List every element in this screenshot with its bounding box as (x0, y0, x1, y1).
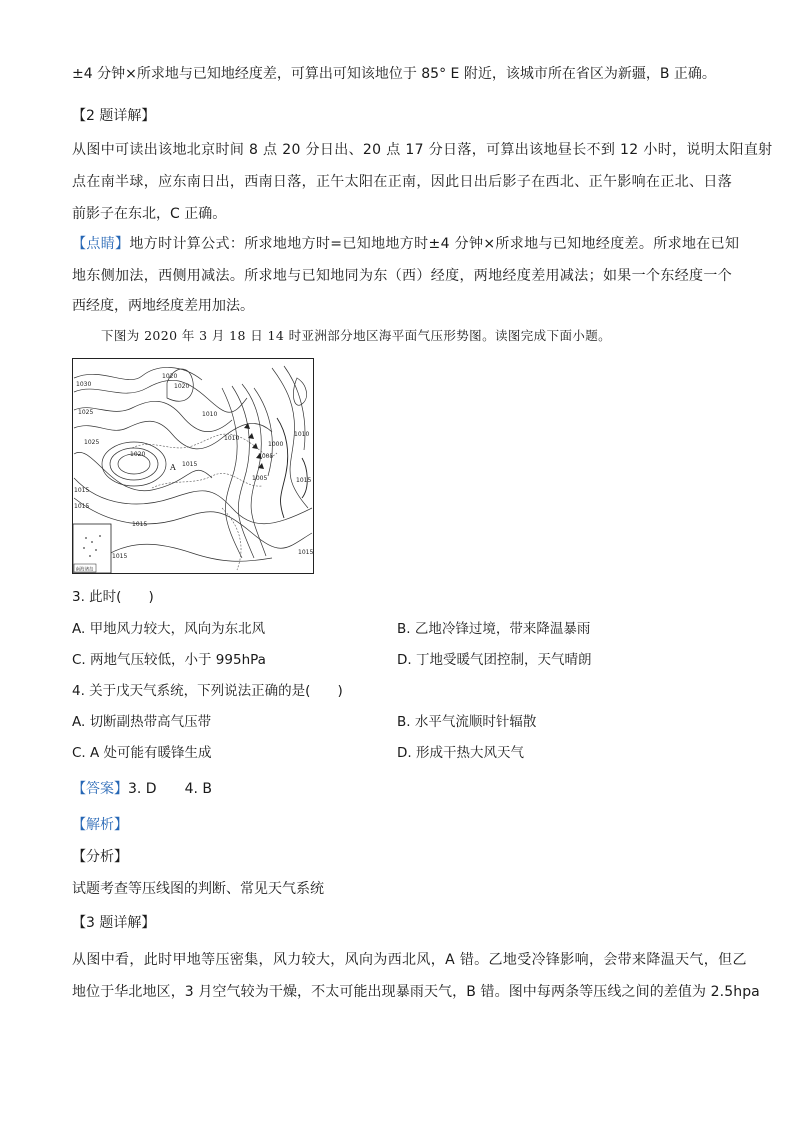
paragraph-line: 地东侧加法，西侧用减法。所求地与已知地同为东（西）经度，两地经度差用减法；如果一个东经度一个 (72, 268, 733, 284)
isobar-label: 1015 (112, 553, 128, 560)
paragraph-line: 试题考查等压线图的判断、常见天气系统 (72, 881, 324, 897)
paragraph-line: 点在南半球，应东南日出，西南日落，正午太阳在正南，因此日出后影子在西北、正午影响在正北、日落 (72, 174, 733, 190)
isobar-label: 1010 (294, 431, 310, 438)
analysis-subheading: 【分析】 (72, 849, 128, 865)
isobar-label: 1015 (74, 503, 90, 510)
isobar-label: 1015 (74, 487, 90, 494)
answer-line (72, 779, 212, 799)
q3-option-b: B. 乙地冷锋过境，带来降温暴雨 (397, 621, 591, 637)
isobar-label: 1020 (162, 373, 178, 380)
paragraph-line: 西经度，两地经度差用加法。 (72, 298, 254, 314)
answer-label: 【答案】 (72, 781, 128, 797)
point-a-label: A (170, 463, 176, 472)
isobar-label: 1025 (84, 439, 100, 446)
tip-label: 【点睛】 (72, 236, 130, 252)
isobar-label: 1005 (252, 475, 268, 482)
isobar-label: 1020 (174, 383, 190, 390)
q3-option-a: A. 甲地风力较大，风向为东北风 (72, 621, 266, 637)
isobar-label: 1010 (224, 435, 240, 442)
paragraph-line: 前影子在东北，C 正确。 (72, 206, 227, 222)
q4-option-a: A. 切断副热带高气压带 (72, 714, 212, 730)
paragraph-line: 从图中可读出该地北京时间 8 点 20 分日出、20 点 17 分日落，可算出该地昼长不到 12 小时，说明太阳直射 (72, 142, 773, 158)
section-heading: 【2 题详解】 (72, 108, 156, 124)
isobar-label: 1000 (268, 441, 284, 448)
isobar-label: 1010 (202, 411, 218, 418)
isobar-label: 1005 (258, 453, 274, 460)
question-4-stem: 4. 关于戊天气系统，下列说法正确的是( ) (72, 683, 343, 699)
tip-paragraph-line (72, 234, 739, 254)
isobar-label: 1015 (182, 461, 198, 468)
analysis-heading: 【解析】 (72, 817, 128, 833)
q3-option-d: D. 丁地受暖气团控制，天气晴朗 (397, 652, 592, 668)
inset-label: 南海诸岛 (75, 567, 94, 573)
question-3-stem: 3. 此时( ) (72, 589, 154, 605)
paragraph-line: ±4 分钟×所求地与已知地经度差，可算出可知该地位于 85° E 附近，该城市所在省区为新疆，B 正确。 (72, 66, 716, 82)
isobar-label: 1015 (298, 549, 314, 556)
q4-option-d: D. 形成干热大风天气 (397, 745, 524, 761)
isobar-label: 1015 (132, 521, 148, 528)
section-heading: 【3 题详解】 (72, 915, 156, 931)
paragraph-line: 从图中看，此时甲地等压密集，风力较大，风向为西北风，A 错。乙地受冷锋影响，会带来降温天气，但乙 (72, 952, 747, 968)
q3-option-c: C. 两地气压较低，小于 995hPa (72, 652, 266, 668)
answer-text: 3. D 4. B (128, 781, 212, 797)
pressure-map (72, 358, 314, 574)
isobar-label: 1020 (130, 451, 146, 458)
tip-text: 地方时计算公式：所求地地方时=已知地地方时±4 分钟×所求地与已知地经度差。所求地在已知 (129, 236, 740, 252)
q4-option-b: B. 水平气流顺时针辐散 (397, 714, 537, 730)
paragraph-line: 地位于华北地区，3 月空气较为干燥，不太可能出现暴雨天气，B 错。图中每两条等压线之间的差值为 2.5hpa (72, 984, 760, 1000)
figure-caption: 下图为 2020 年 3 月 18 日 14 时亚洲部分地区海平面气压形势图。读图完成下面小题。 (101, 328, 612, 343)
isobar-label: 1030 (76, 381, 92, 388)
q4-option-c: C. A 处可能有暖锋生成 (72, 745, 212, 761)
isobar-label: 1015 (296, 477, 312, 484)
isobar-label: 1025 (78, 409, 94, 416)
